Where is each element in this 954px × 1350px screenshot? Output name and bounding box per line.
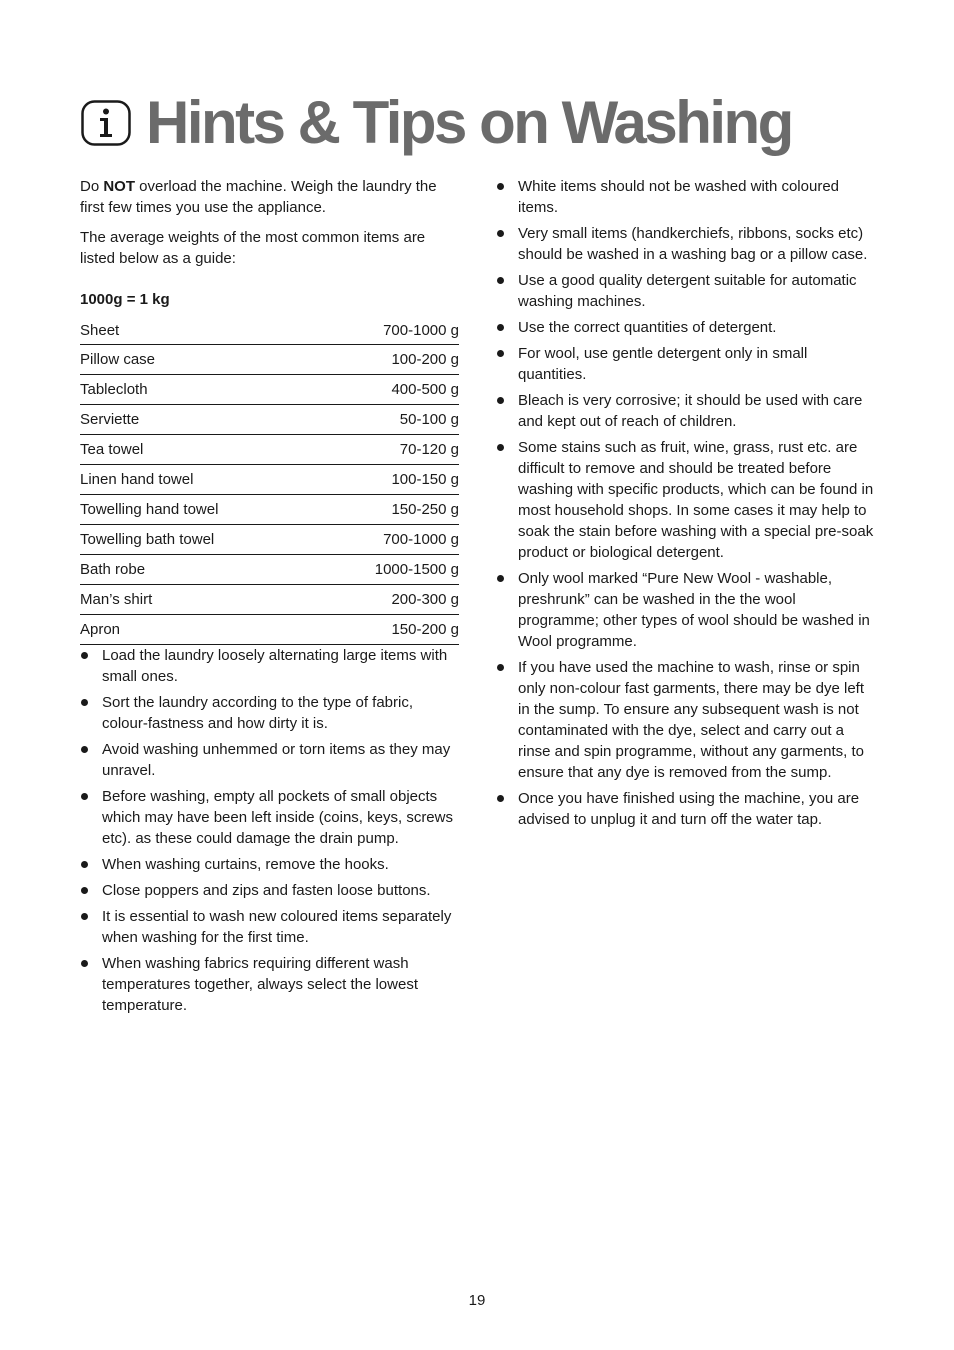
item-weight: 70-120 g [316,435,459,465]
table-row [80,375,459,405]
list-item: It is essential to wash new coloured items separately when washing for the first time. [80,906,459,948]
list-item: Load the laundry loosely alternating large items with small ones. [80,645,459,687]
item-weight: 1000-1500 g [316,555,459,585]
weights-table [80,316,459,645]
list-item: Before washing, empty all pockets of small objects which may have been left inside (coins, keys, screws etc). as these could damage the drain pump. [80,786,459,849]
item-name: Tea towel [80,435,316,465]
page-number: 19 [468,1292,486,1309]
right-tips-list [496,176,876,830]
weights-heading: 1000g = 1 kg [80,291,170,308]
list-item: Some stains such as fruit, wine, grass, rust etc. are difficult to remove and should be treated before washing with specific products, which can be found in most household shops. In some cases it may help to soak the stain before washing with a special pre-soak product or biological detergent. [496,437,876,563]
table-row [80,555,459,585]
emphasis-not: NOT [103,178,136,195]
table-row [80,615,459,645]
item-weight: 200-300 g [316,585,459,615]
intro-paragraph-overload: Do NOT overload the machine. Weigh the laundry the first few times you use the appliance. [80,178,437,216]
table-row [80,405,459,435]
list-item: Bleach is very corrosive; it should be used with care and kept out of reach of children. [496,390,876,432]
table-row [80,435,459,465]
list-item: When washing fabrics requiring different wash temperatures together, always select the lowest temperature. [80,953,459,1016]
intro-paragraph-weights: The average weights of the most common items are listed below as a guide: [80,229,426,267]
list-item: Only wool marked “Pure New Wool - washable, preshrunk” can be washed in the the wool programme; other types of wool should be washed in Wool programme. [496,568,876,652]
table-row [80,316,459,345]
list-item: White items should not be washed with coloured items. [496,176,876,218]
item-name: Towelling bath towel [80,525,316,555]
item-name: Serviette [80,405,316,435]
item-weight: 100-150 g [316,465,459,495]
list-item: If you have used the machine to wash, rinse or spin only non-colour fast garments, there may be dye left in the sump. To ensure any subsequent wash is not contaminated with the dye, select and carry out a rinse and spin programme, without any garments, to ensure that any dye is removed from the sump. [496,657,876,783]
table-row [80,495,459,525]
item-weight: 150-250 g [316,495,459,525]
item-name: Sheet [80,316,316,345]
info-icon [80,97,132,149]
list-item: Sort the laundry according to the type of fabric, colour-fastness and how dirty it is. [80,692,459,734]
table-row [80,465,459,495]
item-weight: 700-1000 g [316,525,459,555]
item-name: Tablecloth [80,375,316,405]
table-row [80,585,459,615]
item-weight: 150-200 g [316,615,459,645]
item-name: Pillow case [80,345,316,375]
list-item: Close poppers and zips and fasten loose buttons. [80,880,459,901]
list-item: Once you have finished using the machine, you are advised to unplug it and turn off the water tap. [496,788,876,830]
table-row [80,345,459,375]
list-item: Use the correct quantities of detergent. [496,317,876,338]
list-item: For wool, use gentle detergent only in small quantities. [496,343,876,385]
list-item: Use a good quality detergent suitable for automatic washing machines. [496,270,876,312]
item-name: Bath robe [80,555,316,585]
left-column [80,176,459,1021]
item-name: Man’s shirt [80,585,316,615]
item-weight: 50-100 g [316,405,459,435]
list-item: When washing curtains, remove the hooks. [80,854,459,875]
item-name: Towelling hand towel [80,495,316,525]
item-weight: 400-500 g [316,375,459,405]
page-header [80,88,792,158]
right-column [496,176,876,835]
item-name: Linen hand towel [80,465,316,495]
item-weight: 700-1000 g [316,316,459,345]
left-tips-list [80,645,459,1016]
list-item: Very small items (handkerchiefs, ribbons, socks etc) should be washed in a washing bag or a pillow case. [496,223,876,265]
item-name: Apron [80,615,316,645]
page-title: Hints & Tips on Washing [146,89,792,156]
list-item: Avoid washing unhemmed or torn items as they may unravel. [80,739,459,781]
table-row [80,525,459,555]
item-weight: 100-200 g [316,345,459,375]
